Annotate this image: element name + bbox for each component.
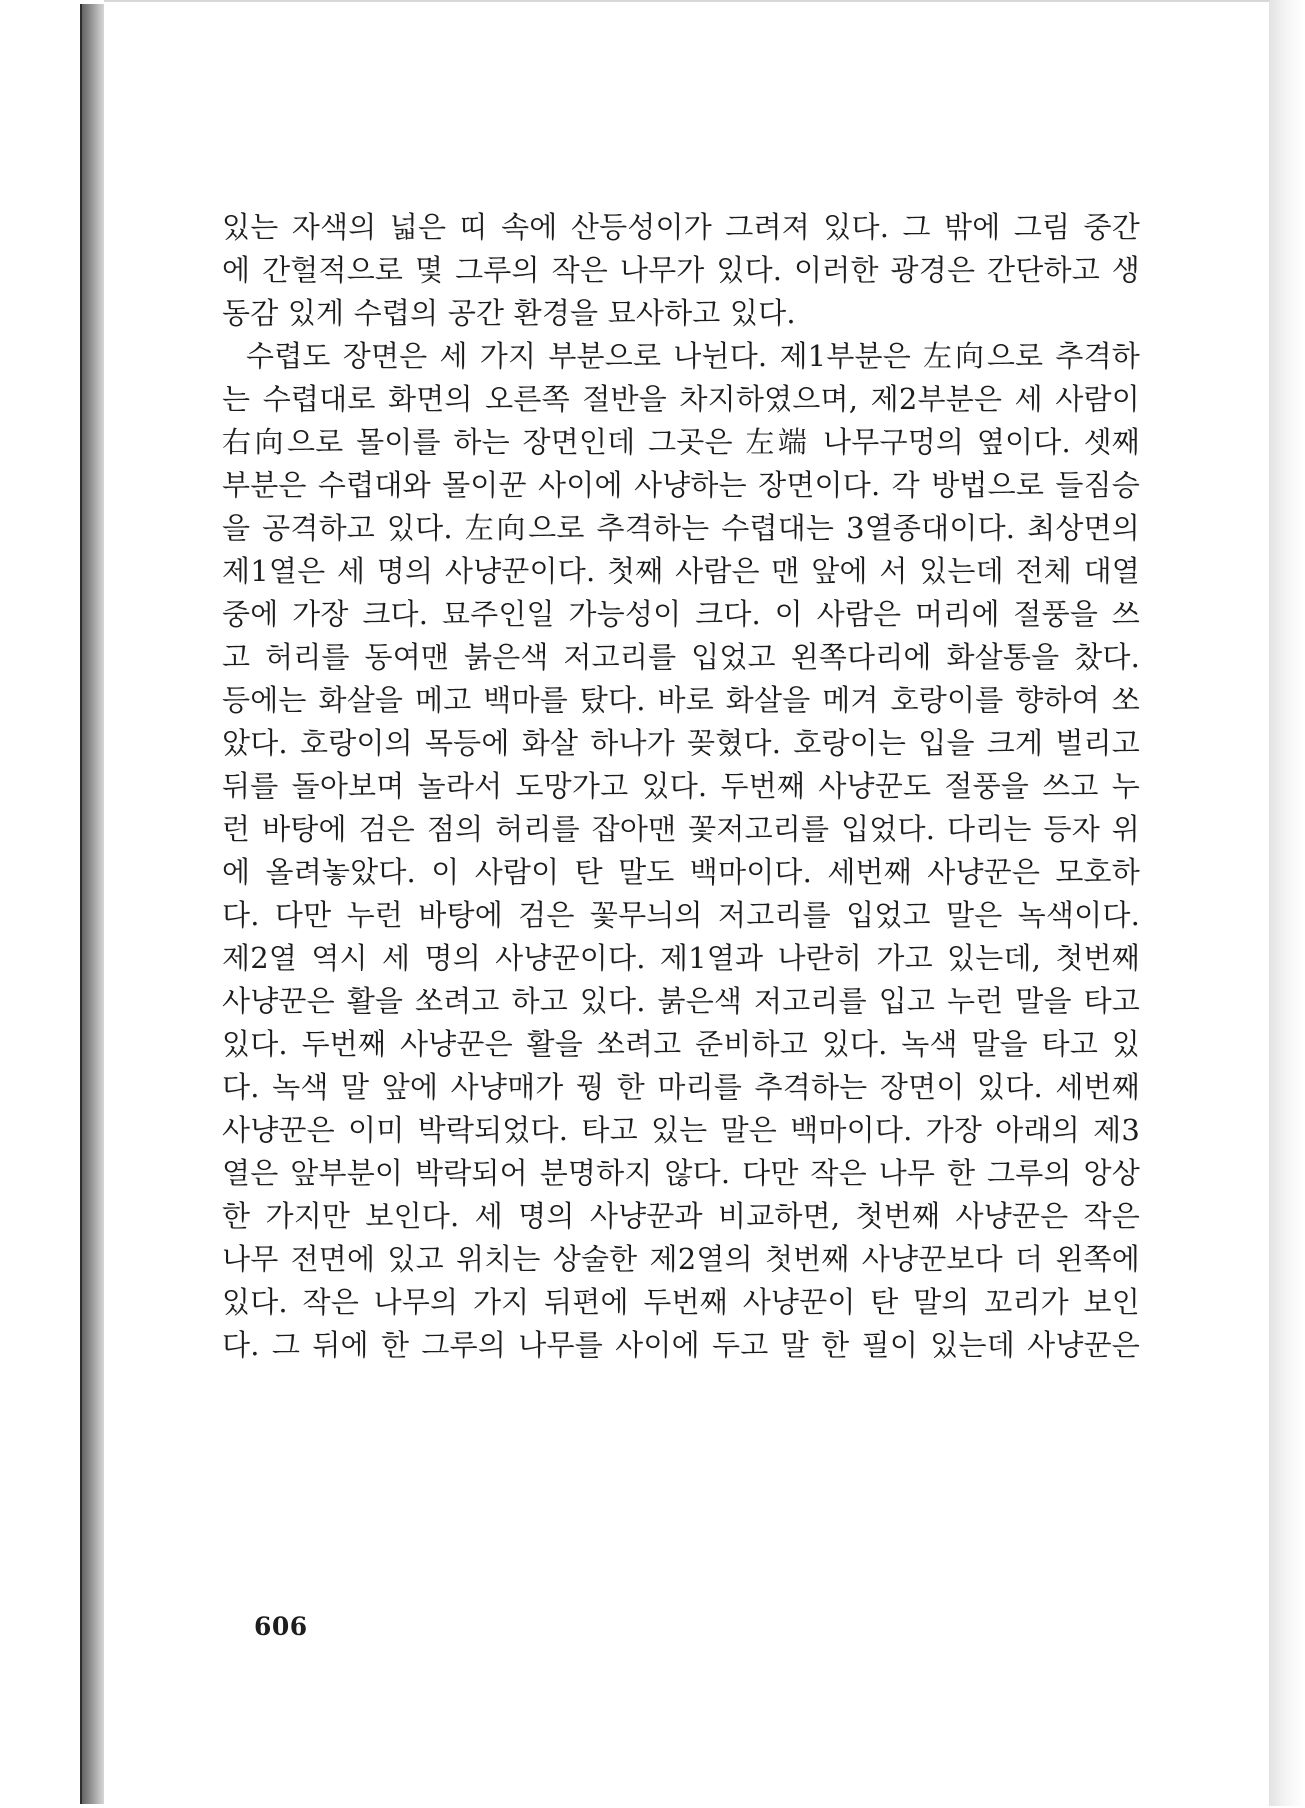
- text-line: 다. 다만 누런 바탕에 검은 꽃무늬의 저고리를 입었고 말은 녹색이다.: [222, 898, 1140, 932]
- text-line: 다. 녹색 말 앞에 사냥매가 꿩 한 마리를 추격하는 장면이 있다. 세번째: [222, 1070, 1140, 1104]
- text-line: 는 수렵대로 화면의 오른쪽 절반을 차지하였으며, 제2부분은 세 사람이: [222, 382, 1140, 416]
- text-line: 수렵도 장면은 세 가지 부분으로 나뉜다. 제1부분은 左向으로 추격하: [246, 339, 1140, 373]
- text-line: 열은 앞부분이 박락되어 분명하지 않다. 다만 작은 나무 한 그루의 앙상: [222, 1156, 1140, 1190]
- text-line: 다. 그 뒤에 한 그루의 나무를 사이에 두고 말 한 필이 있는데 사냥꾼은: [222, 1328, 1140, 1362]
- text-line: 右向으로 몰이를 하는 장면인데 그곳은 左端 나무구멍의 옆이다. 셋째: [222, 425, 1140, 459]
- text-line: 을 공격하고 있다. 左向으로 추격하는 수렵대는 3열종대이다. 최상면의: [222, 511, 1140, 545]
- text-line: 등에는 화살을 메고 백마를 탔다. 바로 화살을 메겨 호랑이를 향하여 쏘: [222, 683, 1140, 717]
- text-line: 에 올려놓았다. 이 사람이 탄 말도 백마이다. 세번째 사냥꾼은 모호하: [222, 855, 1140, 889]
- body-text: [222, 206, 1140, 1367]
- text-line: 있다. 두번째 사냥꾼은 활을 쏘려고 준비하고 있다. 녹색 말을 타고 있: [222, 1027, 1140, 1061]
- text-line: 뒤를 돌아보며 놀라서 도망가고 있다. 두번째 사냥꾼도 절풍을 쓰고 누: [222, 769, 1140, 803]
- text-line: 사냥꾼은 활을 쏘려고 하고 있다. 붉은색 저고리를 입고 누런 말을 타고: [222, 984, 1141, 1018]
- text-line: 한 가지만 보인다. 세 명의 사냥꾼과 비교하면, 첫번째 사냥꾼은 작은: [222, 1199, 1140, 1233]
- text-line: 런 바탕에 검은 점의 허리를 잡아맨 꽃저고리를 입었다. 다리는 등자 위: [222, 812, 1140, 846]
- text-line: 사냥꾼은 이미 박락되었다. 타고 있는 말은 백마이다. 가장 아래의 제3: [222, 1113, 1140, 1147]
- text-line: 았다. 호랑이의 목등에 화살 하나가 꽂혔다. 호랑이는 입을 크게 벌리고: [222, 726, 1140, 760]
- text-line: 있는 자색의 넓은 띠 속에 산등성이가 그려져 있다. 그 밖에 그림 중간: [222, 210, 1140, 244]
- text-line: 제1열은 세 명의 사냥꾼이다. 첫째 사람은 맨 앞에 서 있는데 전체 대열: [222, 554, 1140, 588]
- text-line: 동감 있게 수렵의 공간 환경을 묘사하고 있다.: [222, 296, 796, 330]
- text-line: 에 간헐적으로 몇 그루의 작은 나무가 있다. 이러한 광경은 간단하고 생: [222, 253, 1140, 287]
- text-line: 나무 전면에 있고 위치는 상술한 제2열의 첫번째 사냥꾼보다 더 왼쪽에: [222, 1242, 1140, 1276]
- page-number: 606: [254, 1612, 308, 1641]
- text-line: 고 허리를 동여맨 붉은색 저고리를 입었고 왼쪽다리에 화살통을 찼다.: [222, 640, 1140, 674]
- text-line: 중에 가장 크다. 묘주인일 가능성이 크다. 이 사람은 머리에 절풍을 쓰: [222, 597, 1140, 631]
- text-line: 제2열 역시 세 명의 사냥꾼이다. 제1열과 나란히 가고 있는데, 첫번째: [222, 941, 1140, 975]
- text-line: 있다. 작은 나무의 가지 뒤편에 두번째 사냥꾼이 탄 말의 꼬리가 보인: [222, 1285, 1140, 1319]
- page-edge-line: [80, 4, 82, 1804]
- text-line: 부분은 수렵대와 몰이꾼 사이에 사냥하는 장면이다. 각 방법으로 들짐승: [222, 468, 1140, 502]
- page-shadow-right: [1269, 0, 1305, 1806]
